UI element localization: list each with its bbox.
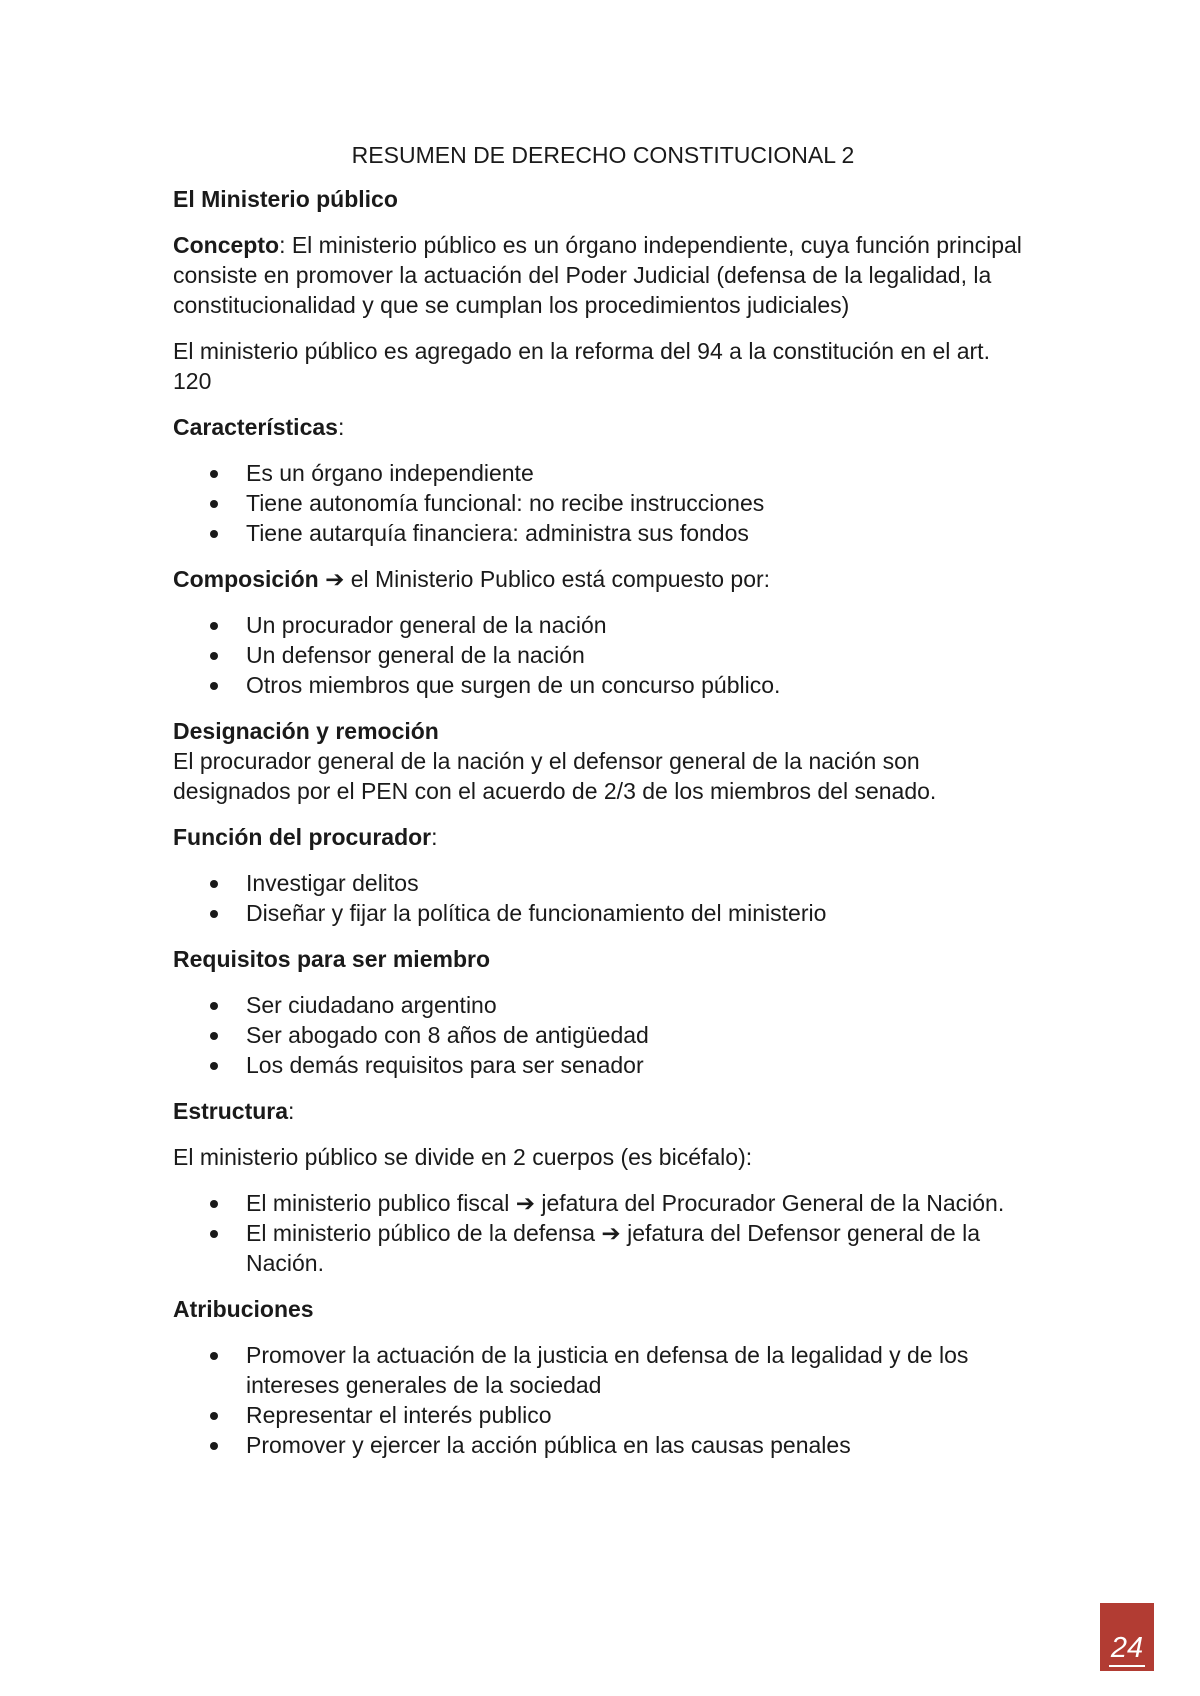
item-text: jefatura del Procurador General de la Nación. bbox=[535, 1190, 1005, 1216]
funcion-suffix: : bbox=[431, 824, 438, 850]
arrow-icon: ➔ bbox=[515, 1190, 535, 1216]
list-item: Ser abogado con 8 años de antigüedad bbox=[173, 1020, 1033, 1050]
concepto-text: : El ministerio público es un órgano independiente, cuya función principal consiste en promover la actuación del Poder Judicial (defensa de la legalidad, la constitucionalidad y que se cumplan los procedimientos judiciales) bbox=[173, 232, 1022, 318]
funcion-list bbox=[173, 868, 1033, 928]
list-item bbox=[173, 1218, 1033, 1278]
concepto-paragraph bbox=[173, 230, 1033, 320]
composicion-text: el Ministerio Publico está compuesto por: bbox=[344, 566, 771, 592]
list-item: Promover y ejercer la acción pública en las causas penales bbox=[173, 1430, 1033, 1460]
arrow-icon: ➔ bbox=[325, 566, 345, 592]
concepto-label: Concepto bbox=[173, 232, 280, 258]
list-item: Investigar delitos bbox=[173, 868, 1033, 898]
list-item: Es un órgano independiente bbox=[173, 458, 1033, 488]
estructura-suffix: : bbox=[288, 1098, 295, 1124]
composicion-list bbox=[173, 610, 1033, 700]
arrow-icon: ➔ bbox=[601, 1220, 621, 1246]
list-item: Un procurador general de la nación bbox=[173, 610, 1033, 640]
document-title: RESUMEN DE DERECHO CONSTITUCIONAL 2 bbox=[351, 142, 855, 168]
composicion-paragraph bbox=[173, 564, 1033, 594]
estructura-paragraph: El ministerio público se divide en 2 cuerpos (es bicéfalo): bbox=[173, 1144, 753, 1170]
composicion-label: Composición bbox=[173, 566, 319, 592]
caracteristicas-suffix: : bbox=[337, 414, 345, 440]
item-text: El ministerio público de la defensa bbox=[246, 1220, 602, 1246]
page-number: 24 bbox=[1109, 1631, 1145, 1667]
section-heading: El Ministerio público bbox=[173, 186, 398, 212]
item-text: El ministerio publico fiscal bbox=[246, 1190, 516, 1216]
funcion-heading bbox=[173, 822, 1033, 852]
list-item: Otros miembros que surgen de un concurso público. bbox=[173, 670, 1033, 700]
atribuciones-list bbox=[173, 1340, 1033, 1460]
caracteristicas-label: Características bbox=[173, 414, 338, 440]
funcion-label: Función del procurador bbox=[173, 824, 432, 850]
document-body bbox=[173, 140, 1033, 1476]
estructura-label: Estructura bbox=[173, 1098, 289, 1124]
list-item: Promover la actuación de la justicia en defensa de la legalidad y de los intereses generales de la sociedad bbox=[173, 1340, 1033, 1400]
atribuciones-heading: Atribuciones bbox=[173, 1296, 314, 1322]
requisitos-heading: Requisitos para ser miembro bbox=[173, 946, 490, 972]
caracteristicas-heading bbox=[173, 412, 1033, 442]
list-item: Representar el interés publico bbox=[173, 1400, 1033, 1430]
estructura-heading bbox=[173, 1096, 1033, 1126]
caracteristicas-list bbox=[173, 458, 1033, 548]
list-item: Diseñar y fijar la política de funcionamiento del ministerio bbox=[173, 898, 1033, 928]
designacion-heading: Designación y remoción bbox=[173, 718, 439, 744]
list-item: Tiene autonomía funcional: no recibe instrucciones bbox=[173, 488, 1033, 518]
list-item bbox=[173, 1188, 1033, 1218]
list-item: Tiene autarquía financiera: administra sus fondos bbox=[173, 518, 1033, 548]
designacion-paragraph: El procurador general de la nación y el defensor general de la nación son designados por el PEN con el acuerdo de 2/3 de los miembros del senado. bbox=[173, 748, 937, 804]
list-item: Los demás requisitos para ser senador bbox=[173, 1050, 1033, 1080]
item-text: jefatura del Defensor general de la Nación. bbox=[246, 1220, 980, 1276]
estructura-list bbox=[173, 1188, 1033, 1278]
list-item: Un defensor general de la nación bbox=[173, 640, 1033, 670]
reforma-paragraph: El ministerio público es agregado en la reforma del 94 a la constitución en el art. 120 bbox=[173, 338, 990, 394]
list-item: Ser ciudadano argentino bbox=[173, 990, 1033, 1020]
page-number-badge bbox=[1100, 1603, 1154, 1671]
requisitos-list bbox=[173, 990, 1033, 1080]
